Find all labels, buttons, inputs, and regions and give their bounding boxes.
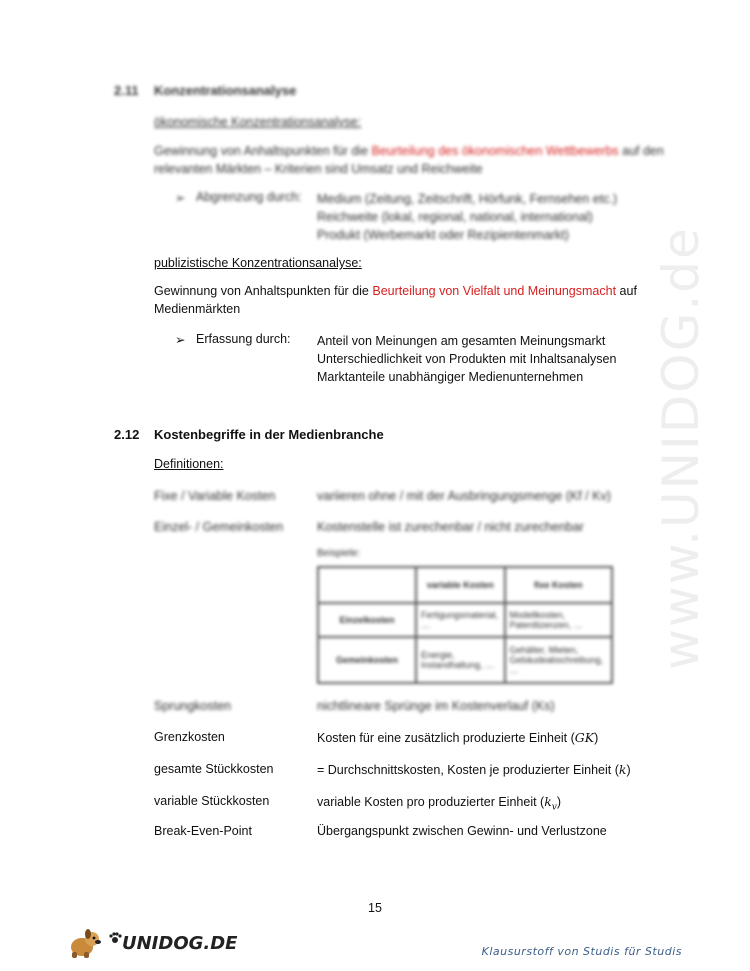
table-cell: Gehälter, Mieten, Gebäudeabschreibung, …: [505, 637, 612, 683]
def-desc-text: = Durchschnittskosten, Kosten je produzierter Einheit (: [317, 763, 619, 777]
pub-bullet-label: Erfassung durch:: [196, 332, 291, 346]
pub-bullet-list: [317, 332, 616, 386]
pub-word: Gewinnung: [154, 284, 218, 298]
def-desc: Kostenstelle ist zurechenbar / nicht zurechenbar: [317, 520, 584, 534]
pub-para-highlight: Beurteilung von Vielfalt und Meinungsmacht: [372, 284, 617, 298]
table-cell: Modellkosten, Patentlizenzen, …: [505, 603, 612, 637]
dog-icon: [66, 927, 106, 959]
pub-bullet-marker: ➢: [175, 333, 186, 347]
unidog-logo: [66, 927, 237, 959]
pub-paragraph: [154, 284, 637, 316]
footer-slogan: Klausurstoff von Studis für Studis: [481, 945, 682, 958]
pub-word: Anhaltspunkten: [244, 284, 331, 298]
def-desc: nichtlineare Sprünge im Kostenverlauf (Ks): [317, 699, 555, 713]
table-cell: Fertigungsmaterial, …: [416, 603, 505, 637]
def-desc-break-even: Übergangspunkt zwischen Gewinn- und Verlustzone: [317, 824, 607, 838]
oeko-para-highlight: Beurteilung des ökonomischen Wettbewerbs: [371, 144, 619, 158]
list-item: Unterschiedlichkeit von Produkten mit Inhaltsanalysen: [317, 352, 617, 366]
pub-word: die: [352, 284, 369, 298]
logo-text: UNIDOG.DE: [122, 932, 238, 954]
pub-word: für: [334, 284, 349, 298]
symbol-kv: k: [544, 794, 552, 809]
table-row-header: Einzelkosten: [318, 603, 416, 637]
oeko-bullet-list: [317, 190, 617, 244]
watermark: www.UNIDOG.de: [652, 226, 710, 670]
symbol-gk: GK: [574, 730, 595, 745]
pub-para-line2: Medienmärkten: [154, 302, 241, 316]
list-item: Reichweite (lokal, regional, national, international): [317, 210, 593, 224]
oeko-para-line2: relevanten Märkten – Kriterien sind Umsatz und Reichweite: [154, 162, 483, 176]
def-desc-text: variable Kosten pro produzierter Einheit (: [317, 795, 545, 809]
section-number-2-11: 2.11: [114, 83, 139, 98]
example-table: [317, 566, 613, 684]
table-header: variable Kosten: [416, 567, 505, 603]
table-row-header: Gemeinkosten: [318, 637, 416, 683]
def-term-break-even: Break-Even-Point: [154, 824, 252, 838]
def-term-grenzkosten: Grenzkosten: [154, 730, 225, 744]
table-row: [318, 567, 612, 603]
oeko-para-tail: auf den: [618, 144, 664, 158]
def-desc-text: Kosten für eine zusätzlich produzierte Einheit (: [317, 731, 575, 745]
def-desc-close: ): [626, 763, 631, 777]
paw-icon: [108, 931, 122, 945]
pub-heading: publizistische Konzentrationsanalyse:: [154, 256, 362, 270]
definitions-heading: Definitionen:: [154, 457, 224, 471]
section-title-2-11: Konzentrationsanalyse: [154, 83, 297, 98]
table-cell: Energie, Instandhaltung, …: [416, 637, 505, 683]
table-row: [318, 637, 612, 683]
table-cell: [318, 567, 416, 603]
pub-word: auf: [619, 284, 637, 298]
section-number-2-12: 2.12: [114, 427, 140, 442]
symbol-kv-subscript: v: [551, 802, 557, 813]
def-term: Sprungkosten: [154, 699, 232, 713]
def-term: Fixe / Variable Kosten: [154, 489, 276, 503]
symbol-k: k: [618, 762, 627, 777]
oeko-para-text: Gewinnung von Anhaltspunkten für die: [154, 144, 372, 158]
def-term-variable-stueckkosten: variable Stückkosten: [154, 794, 270, 808]
def-term: Einzel- / Gemeinkosten: [154, 520, 284, 534]
table-header: fixe Kosten: [505, 567, 612, 603]
list-item: Marktanteile unabhängiger Medienunternehmen: [317, 370, 584, 384]
example-label: Beispiele:: [317, 548, 361, 559]
pub-word: von: [220, 284, 241, 298]
def-desc-grenzkosten: [317, 730, 598, 745]
oeko-bullet-label: Abgrenzung durch:: [196, 190, 302, 204]
def-desc-stueckkosten: [317, 762, 631, 777]
section-title-2-12: Kostenbegriffe in der Medienbranche: [154, 427, 384, 442]
oeko-bullet-marker: ➢: [175, 191, 186, 205]
page-number: 15: [368, 901, 382, 915]
def-desc-close: ): [594, 731, 599, 745]
oeko-heading: ökonomische Konzentrationsanalyse:: [154, 115, 362, 129]
oeko-paragraph: [154, 142, 664, 178]
def-desc-close: ): [556, 795, 562, 809]
def-term-stueckkosten: gesamte Stückkosten: [154, 762, 274, 776]
list-item: Produkt (Werbemarkt oder Rezipientenmarkt): [317, 228, 569, 242]
table-row: [318, 603, 612, 637]
list-item: Anteil von Meinungen am gesamten Meinungsmarkt: [317, 334, 606, 348]
def-desc-variable-stueckkosten: [317, 794, 561, 813]
list-item: Medium (Zeitung, Zeitschrift, Hörfunk, Fernsehen etc.): [317, 192, 618, 206]
def-desc: variieren ohne / mit der Ausbringungsmenge (Kf / Kv): [317, 489, 611, 503]
